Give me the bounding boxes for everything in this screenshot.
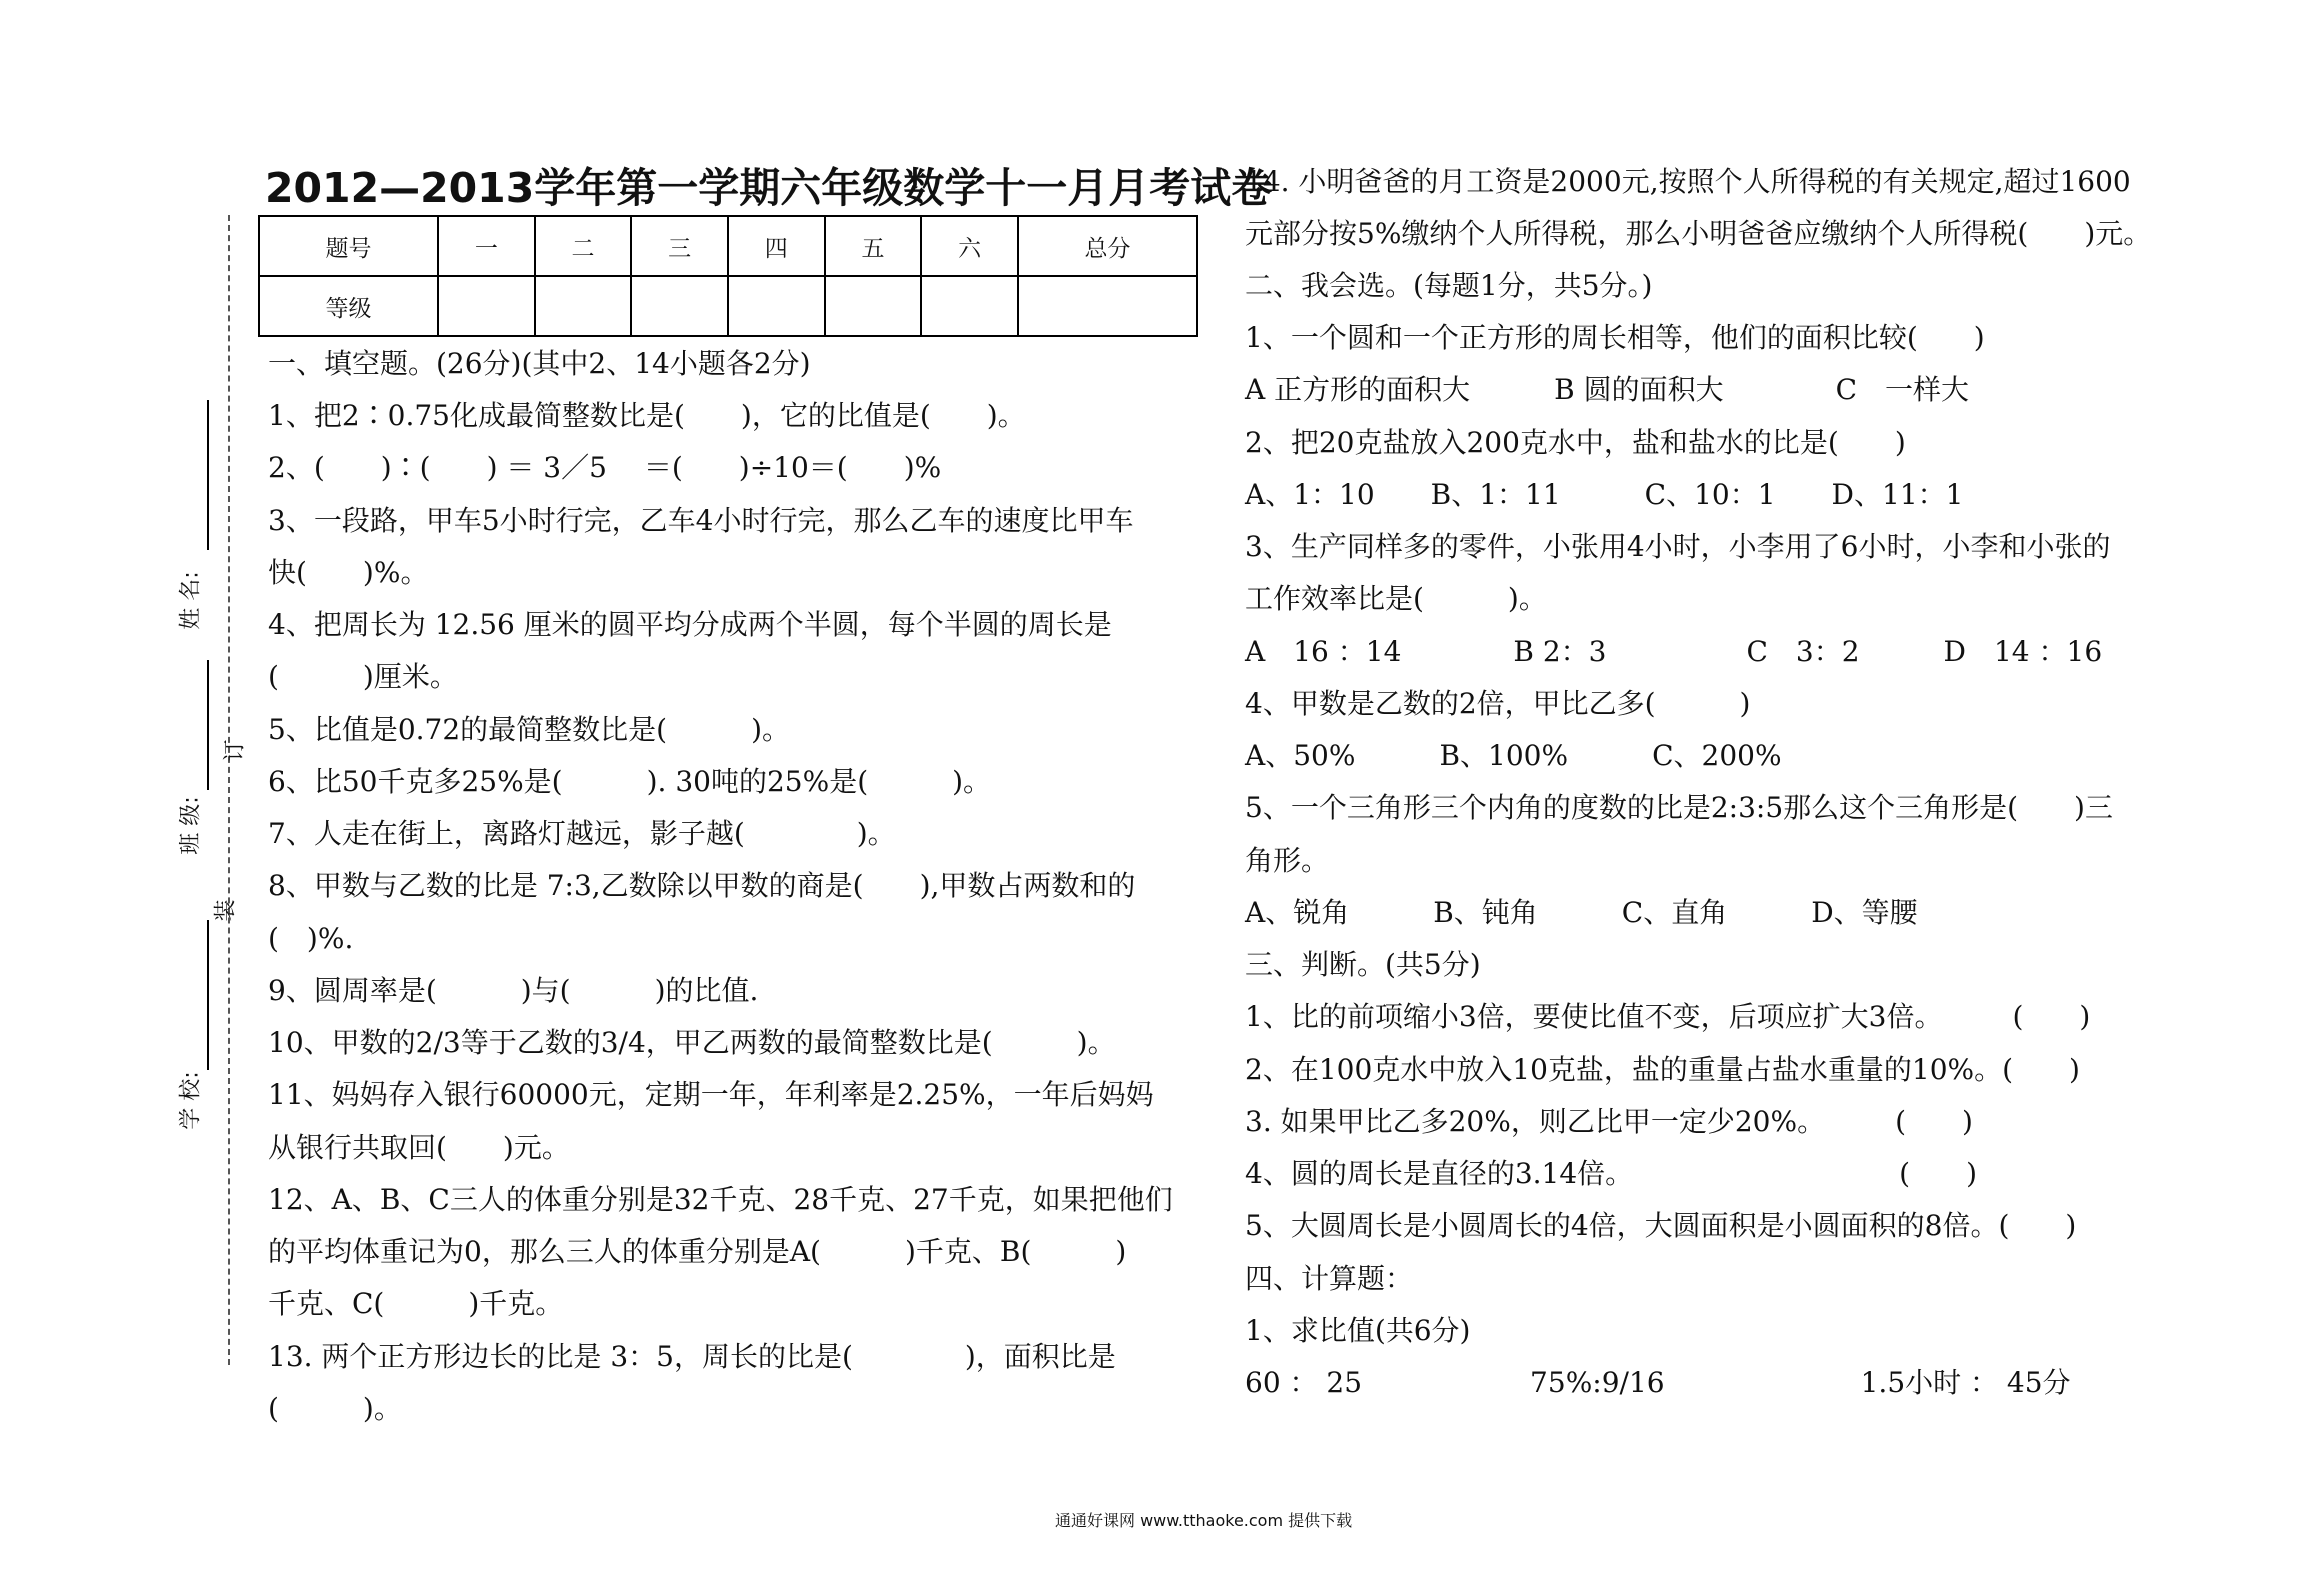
question-line: 12、A、B、C三人的体重分别是32千克、28千克、27千克，如果把他们	[268, 1183, 1173, 1216]
question-line: 1、把2∶0.75化成最简整数比是( )，它的比值是( )。	[268, 399, 1026, 432]
section-heading: 四、计算题：	[1245, 1262, 1414, 1295]
question-line: 工作效率比是( )。	[1245, 582, 1547, 615]
class-underline	[207, 660, 209, 790]
grade-table-cell: 等级	[259, 276, 438, 336]
question-line: 5、大圆周长是小圆周长的4倍，大圆面积是小圆面积的8倍。( )	[1245, 1209, 2077, 1242]
section-heading: 一、填空题。(26分)(其中2、14小题各2分)	[268, 347, 811, 380]
grade-entry-cell[interactable]	[535, 276, 632, 336]
grade-table-score-row	[259, 276, 1197, 336]
question-line: 快( )%。	[268, 556, 429, 589]
question-line: 3、生产同样多的零件，小张用4小时，小李用了6小时，小李和小张的	[1245, 530, 2111, 563]
binding-dashed-line	[228, 215, 230, 1365]
question-line: 元部分按5%缴纳个人所得税，那么小明爸爸应缴纳个人所得税( )元。	[1245, 217, 2152, 250]
question-line: 5、比值是0.72的最简整数比是( )。	[268, 713, 791, 746]
grade-entry-cell[interactable]	[728, 276, 825, 336]
question-line: 6、比50千克多25%是( ). 30吨的25%是( )。	[268, 765, 992, 798]
question-line: 角形。	[1245, 844, 1330, 877]
question-line: 从银行共取回( )元。	[268, 1131, 570, 1164]
question-line: 14. 小明爸爸的月工资是2000元,按照个人所得税的有关规定,超过1600	[1245, 165, 2131, 198]
grade-table-cell: 三	[631, 216, 728, 276]
question-line: 1、求比值(共6分)	[1245, 1314, 1471, 1347]
grade-entry-cell[interactable]	[631, 276, 728, 336]
question-line: 4、甲数是乙数的2倍，甲比乙多( )	[1245, 687, 1751, 720]
question-line: 4、圆的周长是直径的3.14倍。 ( )	[1245, 1157, 1978, 1190]
binding-zhuang-mark: 装	[213, 899, 239, 922]
option-line: A、1：10 B、1：11 C、10：1 D、11：1	[1245, 478, 1964, 511]
grade-table-cell: 四	[728, 216, 825, 276]
question-line: 13. 两个正方形边长的比是 3：5，周长的比是( )，面积比是	[268, 1340, 1116, 1373]
question-line: 的平均体重记为0，那么三人的体重分别是A( )千克、B( )	[268, 1235, 1127, 1268]
question-line: 7、人走在街上，离路灯越远，影子越( )。	[268, 817, 896, 850]
question-line: 3. 如果甲比乙多20%，则乙比甲一定少20%。 ( )	[1245, 1105, 1973, 1138]
question-line: 2、( )∶( ) ＝ 3／5 ＝( )÷10＝( )%	[268, 451, 942, 484]
question-line: 1、比的前项缩小3倍，要使比值不变，后项应扩大3倍。 ( )	[1245, 1000, 2091, 1033]
school-label: 学 校:	[178, 1071, 204, 1130]
question-line: 千克、C( )千克。	[268, 1287, 564, 1320]
question-line: 2、在100克水中放入10克盐，盐的重量占盐水重量的10%。( )	[1245, 1053, 2080, 1086]
binding-ding-mark: 订	[222, 739, 248, 762]
section-heading: 二、我会选。(每题1分，共5分。)	[1245, 269, 1653, 302]
name-underline	[207, 400, 209, 550]
grade-table-cell: 六	[921, 216, 1018, 276]
question-line: 60 ： 25 75%:9/16 1.5小时 ： 45分	[1245, 1366, 2071, 1399]
question-line: ( )厘米。	[268, 660, 458, 693]
footer-source: 通通好课网 www.tthaoke.com 提供下载	[1055, 1511, 1353, 1530]
question-line: 5、一个三角形三个内角的度数的比是2:3:5那么这个三角形是( )三	[1245, 791, 2113, 824]
grade-entry-cell[interactable]	[921, 276, 1018, 336]
grade-entry-cell[interactable]	[438, 276, 535, 336]
question-line: ( )%.	[268, 922, 354, 955]
question-line: 8、甲数与乙数的比是 7:3,乙数除以甲数的商是( ),甲数占两数和的	[268, 869, 1136, 902]
option-line: A、50% B、100% C、200%	[1245, 739, 1782, 772]
question-line: 11、妈妈存入银行60000元，定期一年，年利率是2.25%，一年后妈妈	[268, 1078, 1154, 1111]
grade-table-cell: 总分	[1018, 216, 1197, 276]
name-label: 姓 名:	[178, 571, 204, 630]
grade-table-cell: 一	[438, 216, 535, 276]
class-label: 班 级:	[178, 796, 204, 855]
question-line: 2、把20克盐放入200克水中，盐和盐水的比是( )	[1245, 426, 1906, 459]
exam-title: 2012—2013学年第一学期六年级数学十一月月考试卷	[265, 164, 1273, 212]
grade-table	[258, 215, 1198, 337]
grade-entry-cell[interactable]	[1018, 276, 1197, 336]
grade-table-cell: 五	[825, 216, 922, 276]
school-underline	[207, 920, 209, 1070]
option-line: A、锐角 B、钝角 C、直角 D、等腰	[1245, 896, 1918, 929]
question-line: 3、一段路，甲车5小时行完，乙车4小时行完，那么乙车的速度比甲车	[268, 504, 1134, 537]
question-line: 10、甲数的2/3等于乙数的3/4，甲乙两数的最简整数比是( )。	[268, 1026, 1116, 1059]
section-heading: 三、判断。(共5分)	[1245, 948, 1481, 981]
question-line: 1、一个圆和一个正方形的周长相等，他们的面积比较( )	[1245, 321, 1985, 354]
option-line: A 16 ：14 B 2：3 C 3：2 D 14 ：16	[1245, 635, 2103, 668]
question-line: ( )。	[268, 1392, 402, 1425]
grade-entry-cell[interactable]	[825, 276, 922, 336]
option-line: A 正方形的面积大 B 圆的面积大 C 一样大	[1245, 373, 1970, 406]
grade-table-header-row	[259, 216, 1197, 276]
grade-table-cell: 二	[535, 216, 632, 276]
question-line: 9、圆周率是( )与( )的比值.	[268, 974, 759, 1007]
question-line: 4、把周长为 12.56 厘米的圆平均分成两个半圆，每个半圆的周长是	[268, 608, 1112, 641]
grade-table-cell: 题号	[259, 216, 438, 276]
